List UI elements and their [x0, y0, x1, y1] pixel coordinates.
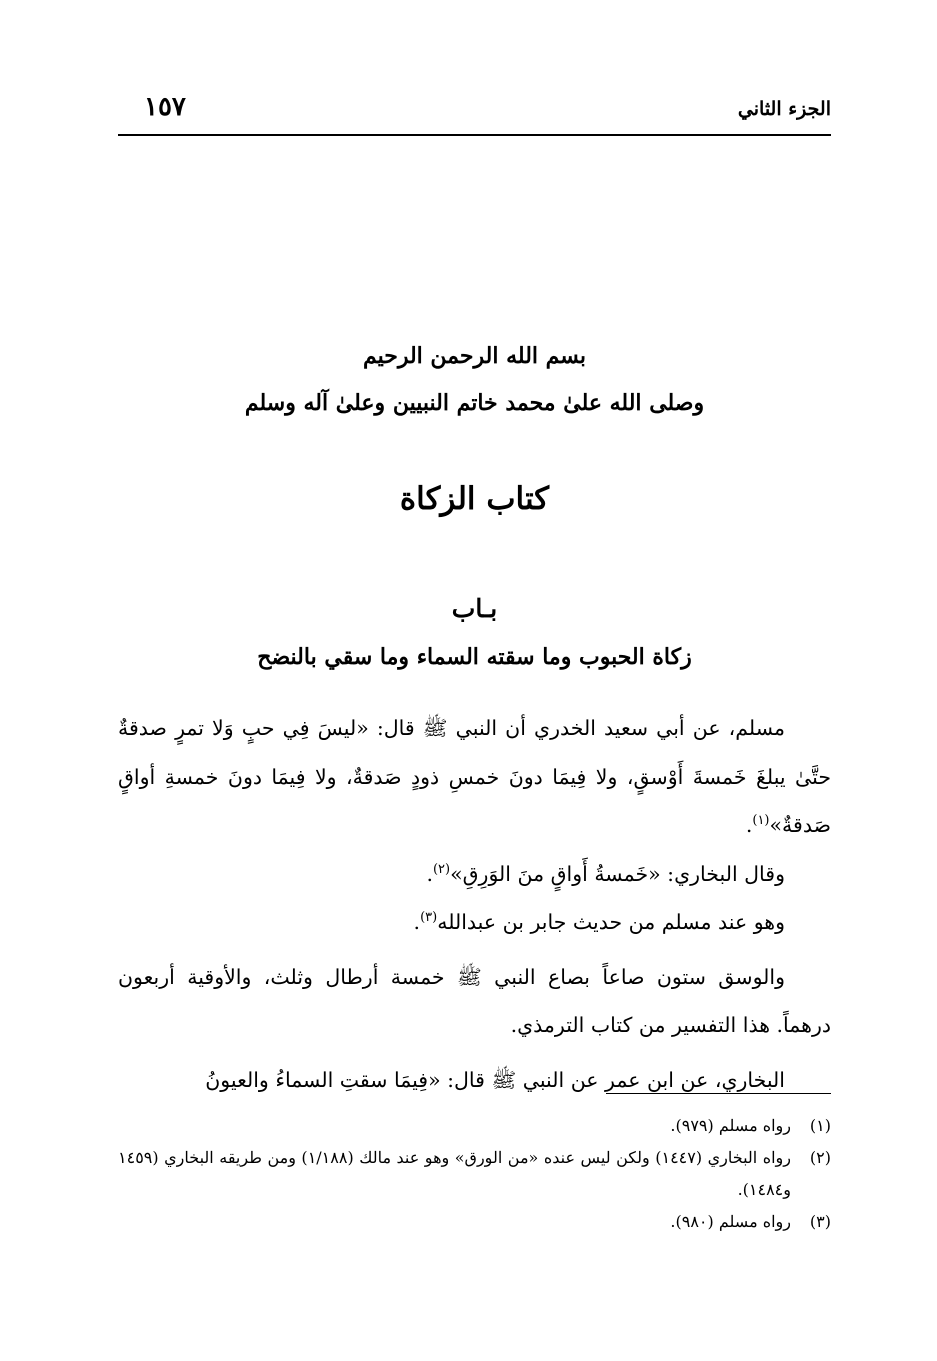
footnote-number: (٣): [809, 1212, 831, 1231]
footnote-text: رواه مسلم (٩٧٩).: [670, 1116, 791, 1135]
basmala: بسم الله الرحمن الرحيم: [362, 343, 587, 369]
page-number: ١٥٧: [144, 92, 186, 122]
paragraph-end: .: [426, 861, 433, 886]
paragraph-text: وهو عند مسلم من حديث جابر بن عبدالله: [437, 910, 785, 934]
paragraph-end: .: [745, 813, 753, 837]
book-title: كتاب الزكاة: [399, 481, 550, 517]
footnote-number: (١): [809, 1116, 831, 1135]
paragraph-text: مسلم، عن أبي سعيد الخدري أن النبي ﷺ قال: «ليسَ فِي حبٍ وَلا تمرٍ صدقةٌ حتَّىٰ يبلغَ خَمسةَ أَوْسقٍ، ولا فِيمَا دونَ خمسِ ذودٍ صَدقةٌ، ولا فِيمَا دونَ خمسةِ أواقٍ صَدقةٌ»: [118, 716, 831, 837]
paragraph-wasq-definition: والوسق ستون صاعاً بصاع النبي ﷺ خمسة أرطال وثلث، والأوقية أربعون درهماً. هذا التفسير من كتاب الترمذي.: [118, 964, 831, 1037]
footnote-item: [118, 1110, 831, 1142]
main-text: [118, 704, 831, 1104]
paragraph-hadith-muslim: [118, 704, 831, 850]
paragraph-hadith-bukhari: البخاري، عن ابن عمر عن النبي ﷺ قال: «فِيمَا سقتِ السماءُ والعيونُ: [205, 1067, 785, 1092]
running-title: الجزء الثاني: [737, 98, 831, 120]
paragraph-text: وقال البخاري: «خَمسةُ أَواقٍ منَ الوَرِقِ»: [450, 861, 785, 886]
footnote-text: رواه مسلم (٩٨٠).: [670, 1212, 791, 1231]
footnote-reference: (٢): [432, 861, 451, 877]
footnote-reference: (٣): [420, 910, 438, 926]
paragraph-bukhari-note: [118, 850, 831, 899]
salawat-line: وصلى الله علىٰ محمد خاتم النبيين وعلىٰ آله وسلم: [244, 390, 705, 416]
footnote-item: [118, 1142, 831, 1206]
footnote-item: [118, 1206, 831, 1238]
footnote-reference: (١): [752, 813, 770, 829]
footnotes: [118, 1110, 831, 1238]
paragraph-jabir-note: [118, 898, 831, 947]
running-header: [118, 92, 831, 132]
footnote-rule: [606, 1093, 831, 1094]
footnote-number: (٢): [809, 1148, 831, 1167]
chapter-title: زكاة الحبوب وما سقته السماء وما سقي بالنضح: [257, 644, 692, 670]
header-rule: [118, 134, 831, 136]
paragraph-end: .: [413, 910, 421, 934]
footnote-text: رواه البخاري (١٤٤٧) ولكن ليس عنده «من الورق» وهو عند مالك (١/١٨٨) ومن طريقه البخاري (١٤٥٩ و١٤٨٤).: [118, 1148, 792, 1199]
chapter-label: بـاب: [451, 594, 498, 623]
